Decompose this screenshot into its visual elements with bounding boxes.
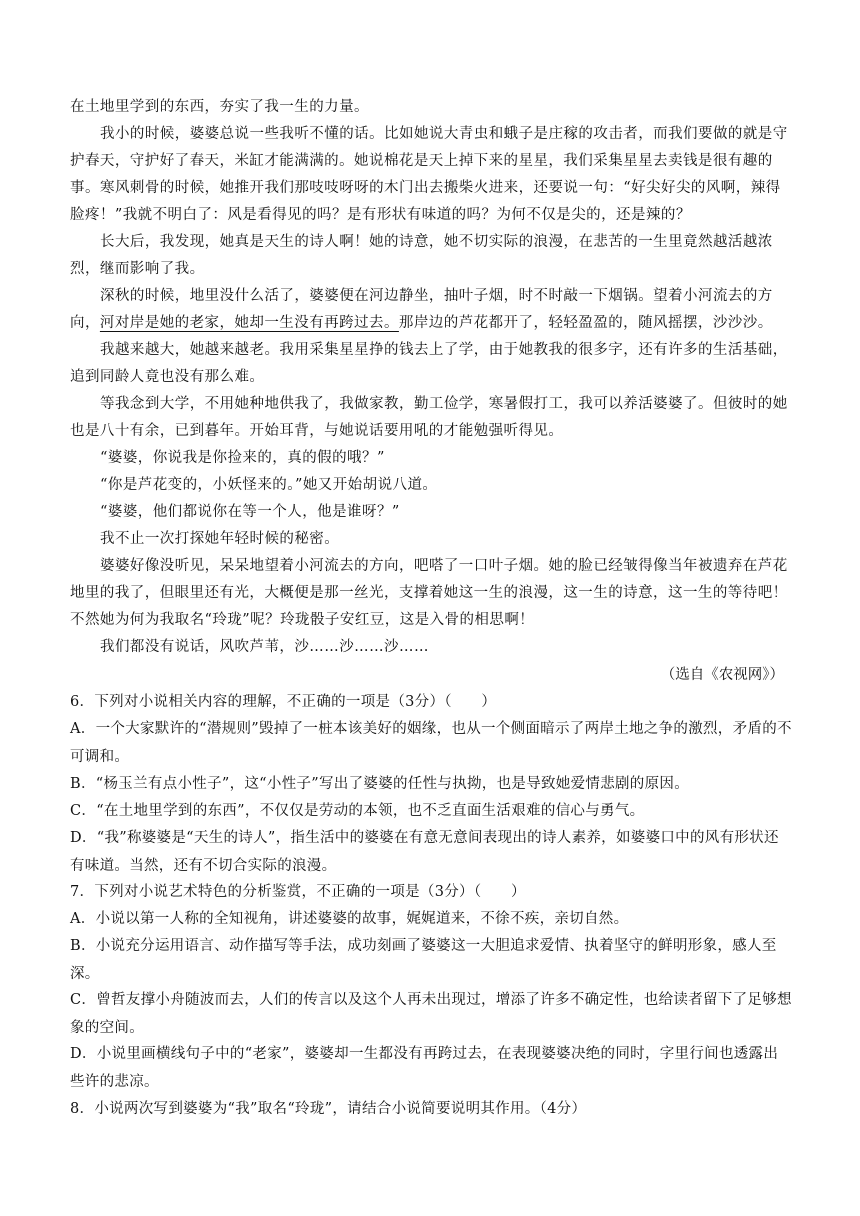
question-7-option-c: C．曾哲友撑小舟随波而去，人们的传言以及这个人再未出现过，增添了许多不确定性，也给读者留下了足够想象的空间。: [70, 992, 792, 1036]
passage-paragraph: 寒风刺骨的时候，她推开我们那吱吱呀呀的木门出去搬柴火进来，还要说一句：“好尖好尖的风啊，辣得脸疼！”我就不明白了：风是看得见的吗？是有形状有味道的吗？为何不仅是尖的，还是辣的？: [70, 180, 781, 223]
question-6-stem: 6．下列对小说相关内容的理解，不正确的一项是（3分）（ ）: [70, 694, 497, 710]
passage-text: 深秋的时候，地里没什么活了，婆婆便在河边静坐，抽叶子烟，时不时敲一下烟锅。望着小河流去的方向，: [70, 288, 773, 331]
question-7-option-b: B．小说充分运用语言、动作描写等手法，成功刻画了婆婆这一大胆追求爱情、执着坚守的鲜明形象，感人至深。: [70, 938, 777, 982]
passage-paragraph: 我越来越大，她越来越老。我用采集星星挣的钱去上了学，由于她教我的很多字，还有许多的生活基础，追到同龄人竟也没有那么难。: [70, 342, 788, 385]
passage-paragraph: 等我念到大学，不用她种地供我了，我做家教，勤工俭学，寒暑假打工，我可以养活婆婆了。但彼时的她也是八十有余，已到暮年。开始耳背，与她说话要用吼的才能勉强听得见。: [70, 396, 788, 439]
underlined-sentence: 河对岸是她的老家，她却一生没有再跨过去。: [99, 315, 399, 331]
passage-paragraph: [70, 283, 792, 337]
question-6-option-b: B．“杨玉兰有点小性子”，这“小性子”写出了婆婆的任性与执拗，也是导致她爱情悲剧的原因。: [70, 776, 690, 792]
passage-paragraph: 婆婆好像没听见，呆呆地望着小河流去的方向，吧嗒了一口叶子烟。她的脸已经皱得像当年被遗弃在芦花地里的我了，但眼里还有光，大概便是那一丝光，支撑着她这一生的浪漫，这一生的诗意，这一生的等待吧！不然她为何为我取名“玲珑”呢？玲珑骰子安红豆，这是入骨的相思啊！: [70, 558, 788, 628]
passage-paragraph: 在土地里学到的东西，夯实了我一生的力量。: [70, 99, 369, 115]
passage-text: 那岸边的芦花都开了，轻轻盈盈的，随风摇摆，沙沙沙。: [398, 315, 773, 331]
passage-paragraph: 我小的时候，婆婆总说一些我听不懂的话。比如她说大青虫和蛾子是庄稼的攻击者，而我们要做的就是守护春天，守护好了春天，米缸才能满满的。她说棉花是天上掉下来的星星，我们采集星星去卖钱是很有趣的事。: [70, 126, 788, 196]
question-8-stem: 8．小说两次写到婆婆为“我”取名“玲珑”，请结合小说简要说明其作用。（4分）: [70, 1101, 587, 1117]
dialogue-line: “婆婆，你说我是你捡来的，真的假的哦？”: [100, 450, 385, 466]
passage-paragraph: 长大后，我发现，她真是天生的诗人啊！她的诗意，她不切实际的浪漫，在悲苦的一生里竟然越活越浓烈，继而影响了我。: [70, 234, 773, 277]
question-7-stem: 7．下列对小说艺术特色的分析鉴赏，不正确的一项是（3分）（ ）: [70, 884, 526, 900]
passage-paragraph: 我不止一次打探她年轻时候的秘密。: [100, 531, 340, 547]
dialogue-line: “婆婆，他们都说你在等一个人，他是谁呀？”: [100, 504, 400, 520]
question-7-option-a: A．小说以第一人称的全知视角，讲述婆婆的故事，娓娓道来，不徐不疾，亲切自然。: [70, 911, 629, 927]
question-6-option-a: A．一个大家默许的“潜规则”毁掉了一桩本该美好的姻缘，也从一个侧面暗示了两岸土地之争的激烈，矛盾的不可调和。: [70, 721, 792, 765]
passage-paragraph: 我们都没有说话，风吹芦苇，沙……沙……沙……: [100, 639, 429, 655]
question-6-option-d: D．“我”称婆婆是“天生的诗人”，指生活中的婆婆在有意无意间表现出的诗人素养，如婆婆口中的风有形状还有味道。当然，还有不切合实际的浪漫。: [70, 830, 779, 874]
question-7-option-d: D．小说里画横线句子中的“老家”，婆婆却一生都没有再跨过去，在表现婆婆决绝的同时，字里行间也透露出些许的悲凉。: [70, 1046, 779, 1090]
question-6-option-c: C．“在土地里学到的东西”，不仅仅是劳动的本领，也不乏直面生活艰难的信心与勇气。: [70, 803, 645, 819]
source-citation: （选自《农视网》）: [660, 667, 784, 683]
dialogue-line: “你是芦花变的，小妖怪来的。”她又开始胡说八道。: [100, 477, 438, 493]
